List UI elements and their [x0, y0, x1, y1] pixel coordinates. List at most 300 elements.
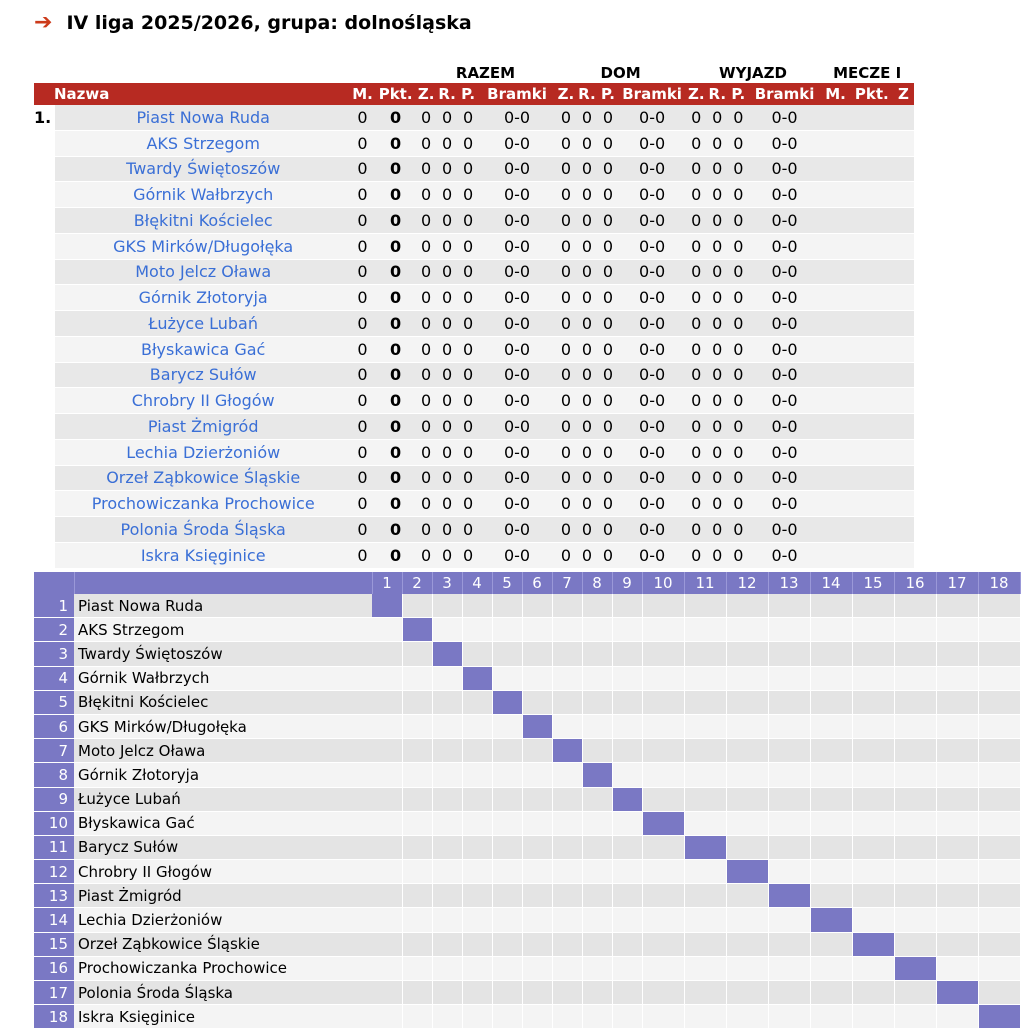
matrix-result-cell[interactable] [726, 787, 768, 811]
matrix-result-cell[interactable] [612, 811, 642, 835]
matrix-result-cell[interactable] [522, 860, 552, 884]
matrix-result-cell[interactable] [552, 618, 582, 642]
matrix-result-cell[interactable] [642, 835, 684, 859]
matrix-result-cell[interactable] [810, 642, 852, 666]
matrix-result-cell[interactable] [612, 739, 642, 763]
matrix-result-cell[interactable] [612, 618, 642, 642]
matrix-result-cell[interactable] [726, 642, 768, 666]
matrix-result-cell[interactable] [936, 618, 978, 642]
matrix-result-cell[interactable] [894, 618, 936, 642]
matrix-result-cell[interactable] [402, 956, 432, 980]
matrix-result-cell[interactable] [612, 763, 642, 787]
matrix-result-cell[interactable] [372, 908, 402, 932]
matrix-result-cell[interactable] [894, 860, 936, 884]
matrix-result-cell[interactable] [768, 981, 810, 1005]
matrix-result-cell[interactable] [612, 714, 642, 738]
matrix-result-cell[interactable] [552, 642, 582, 666]
matrix-result-cell[interactable] [462, 690, 492, 714]
matrix-result-cell[interactable] [432, 908, 462, 932]
matrix-result-cell[interactable] [936, 908, 978, 932]
matrix-result-cell[interactable] [522, 884, 552, 908]
matrix-result-cell[interactable] [726, 981, 768, 1005]
matrix-result-cell[interactable] [978, 642, 1020, 666]
column-header-dom-z[interactable]: Z. [555, 83, 576, 105]
matrix-result-cell[interactable] [432, 1005, 462, 1029]
matrix-result-cell[interactable] [936, 714, 978, 738]
matrix-result-cell[interactable] [810, 714, 852, 738]
matrix-result-cell[interactable] [612, 981, 642, 1005]
team-link[interactable]: Górnik Złotoryja [55, 285, 349, 311]
matrix-result-cell[interactable] [852, 956, 894, 980]
matrix-result-cell[interactable] [372, 642, 402, 666]
matrix-result-cell[interactable] [978, 932, 1020, 956]
matrix-result-cell[interactable] [582, 666, 612, 690]
matrix-result-cell[interactable] [936, 787, 978, 811]
matrix-result-cell[interactable] [768, 932, 810, 956]
matrix-result-cell[interactable] [582, 956, 612, 980]
matrix-result-cell[interactable] [810, 981, 852, 1005]
matrix-result-cell[interactable] [894, 1005, 936, 1029]
matrix-result-cell[interactable] [372, 763, 402, 787]
matrix-result-cell[interactable] [726, 666, 768, 690]
matrix-result-cell[interactable] [978, 714, 1020, 738]
matrix-result-cell[interactable] [684, 787, 726, 811]
matrix-result-cell[interactable] [768, 690, 810, 714]
matrix-result-cell[interactable] [684, 763, 726, 787]
matrix-result-cell[interactable] [768, 860, 810, 884]
matrix-result-cell[interactable] [402, 642, 432, 666]
matrix-result-cell[interactable] [894, 739, 936, 763]
matrix-result-cell[interactable] [684, 714, 726, 738]
matrix-result-cell[interactable] [642, 739, 684, 763]
matrix-result-cell[interactable] [552, 835, 582, 859]
matrix-result-cell[interactable] [642, 714, 684, 738]
matrix-result-cell[interactable] [492, 763, 522, 787]
matrix-result-cell[interactable] [768, 739, 810, 763]
matrix-result-cell[interactable] [432, 739, 462, 763]
matrix-result-cell[interactable] [522, 981, 552, 1005]
matrix-result-cell[interactable] [642, 594, 684, 618]
matrix-result-cell[interactable] [462, 763, 492, 787]
matrix-result-cell[interactable] [978, 739, 1020, 763]
matrix-result-cell[interactable] [726, 739, 768, 763]
matrix-result-cell[interactable] [612, 908, 642, 932]
matrix-result-cell[interactable] [492, 884, 522, 908]
matrix-result-cell[interactable] [936, 860, 978, 884]
matrix-result-cell[interactable] [372, 835, 402, 859]
matrix-result-cell[interactable] [462, 714, 492, 738]
matrix-result-cell[interactable] [402, 763, 432, 787]
matrix-result-cell[interactable] [522, 594, 552, 618]
matrix-result-cell[interactable] [852, 690, 894, 714]
matrix-result-cell[interactable] [642, 860, 684, 884]
matrix-result-cell[interactable] [432, 956, 462, 980]
matrix-result-cell[interactable] [492, 860, 522, 884]
matrix-result-cell[interactable] [372, 860, 402, 884]
matrix-result-cell[interactable] [462, 956, 492, 980]
matrix-result-cell[interactable] [552, 811, 582, 835]
matrix-result-cell[interactable] [810, 618, 852, 642]
matrix-result-cell[interactable] [684, 811, 726, 835]
matrix-result-cell[interactable] [936, 1005, 978, 1029]
matrix-result-cell[interactable] [402, 884, 432, 908]
matrix-result-cell[interactable] [642, 932, 684, 956]
matrix-result-cell[interactable] [492, 739, 522, 763]
matrix-result-cell[interactable] [582, 739, 612, 763]
matrix-result-cell[interactable] [726, 594, 768, 618]
matrix-result-cell[interactable] [372, 618, 402, 642]
matrix-result-cell[interactable] [552, 787, 582, 811]
column-header-mecze-pkt[interactable]: Pkt. [851, 83, 893, 105]
matrix-result-cell[interactable] [402, 739, 432, 763]
matrix-result-cell[interactable] [492, 835, 522, 859]
matrix-result-cell[interactable] [978, 666, 1020, 690]
team-link[interactable]: Twardy Świętoszów [55, 156, 349, 182]
matrix-result-cell[interactable] [612, 642, 642, 666]
matrix-result-cell[interactable] [492, 642, 522, 666]
matrix-result-cell[interactable] [852, 981, 894, 1005]
matrix-result-cell[interactable] [402, 690, 432, 714]
matrix-result-cell[interactable] [810, 690, 852, 714]
column-header-pkt[interactable]: Pkt. [376, 83, 416, 105]
matrix-result-cell[interactable] [726, 932, 768, 956]
matrix-result-cell[interactable] [768, 835, 810, 859]
matrix-result-cell[interactable] [810, 763, 852, 787]
matrix-result-cell[interactable] [402, 835, 432, 859]
matrix-result-cell[interactable] [372, 666, 402, 690]
matrix-result-cell[interactable] [726, 811, 768, 835]
matrix-result-cell[interactable] [936, 690, 978, 714]
column-header-r[interactable]: R. [438, 85, 456, 103]
matrix-result-cell[interactable] [402, 860, 432, 884]
matrix-result-cell[interactable] [552, 884, 582, 908]
team-link[interactable]: Piast Żmigród [55, 414, 349, 440]
matrix-result-cell[interactable] [642, 981, 684, 1005]
matrix-result-cell[interactable] [936, 666, 978, 690]
matrix-result-cell[interactable] [582, 835, 612, 859]
matrix-result-cell[interactable] [642, 1005, 684, 1029]
matrix-result-cell[interactable] [810, 956, 852, 980]
matrix-result-cell[interactable] [894, 690, 936, 714]
matrix-result-cell[interactable] [462, 981, 492, 1005]
matrix-result-cell[interactable] [810, 1005, 852, 1029]
column-header-wyjazd-p[interactable]: P. [728, 83, 749, 105]
matrix-result-cell[interactable] [402, 908, 432, 932]
matrix-result-cell[interactable] [612, 690, 642, 714]
matrix-result-cell[interactable] [582, 714, 612, 738]
matrix-result-cell[interactable] [552, 908, 582, 932]
matrix-result-cell[interactable] [432, 932, 462, 956]
matrix-result-cell[interactable] [768, 642, 810, 666]
matrix-result-cell[interactable] [432, 981, 462, 1005]
matrix-result-cell[interactable] [372, 787, 402, 811]
matrix-result-cell[interactable] [582, 932, 612, 956]
matrix-result-cell[interactable] [492, 1005, 522, 1029]
matrix-result-cell[interactable] [852, 714, 894, 738]
matrix-result-cell[interactable] [402, 1005, 432, 1029]
team-link[interactable]: Chrobry II Głogów [55, 388, 349, 414]
column-header-z[interactable]: Z. [416, 83, 437, 105]
matrix-result-cell[interactable] [642, 642, 684, 666]
matrix-result-cell[interactable] [372, 1005, 402, 1029]
matrix-result-cell[interactable] [402, 714, 432, 738]
matrix-result-cell[interactable] [402, 981, 432, 1005]
matrix-result-cell[interactable] [936, 594, 978, 618]
matrix-result-cell[interactable] [852, 835, 894, 859]
matrix-result-cell[interactable] [462, 908, 492, 932]
matrix-result-cell[interactable] [432, 690, 462, 714]
matrix-result-cell[interactable] [810, 884, 852, 908]
matrix-result-cell[interactable] [684, 956, 726, 980]
matrix-result-cell[interactable] [462, 594, 492, 618]
matrix-result-cell[interactable] [522, 908, 552, 932]
matrix-result-cell[interactable] [552, 714, 582, 738]
matrix-result-cell[interactable] [552, 763, 582, 787]
matrix-result-cell[interactable] [894, 642, 936, 666]
matrix-result-cell[interactable] [894, 714, 936, 738]
matrix-result-cell[interactable] [522, 690, 552, 714]
matrix-result-cell[interactable] [726, 908, 768, 932]
matrix-result-cell[interactable] [612, 835, 642, 859]
matrix-result-cell[interactable] [726, 714, 768, 738]
matrix-result-cell[interactable] [978, 835, 1020, 859]
matrix-result-cell[interactable] [642, 690, 684, 714]
matrix-result-cell[interactable] [684, 642, 726, 666]
matrix-result-cell[interactable] [552, 666, 582, 690]
matrix-result-cell[interactable] [684, 594, 726, 618]
matrix-result-cell[interactable] [936, 932, 978, 956]
matrix-result-cell[interactable] [552, 956, 582, 980]
matrix-result-cell[interactable] [810, 787, 852, 811]
matrix-result-cell[interactable] [552, 932, 582, 956]
matrix-result-cell[interactable] [768, 956, 810, 980]
matrix-result-cell[interactable] [726, 835, 768, 859]
team-link[interactable]: Górnik Wałbrzych [55, 182, 349, 208]
matrix-result-cell[interactable] [582, 908, 612, 932]
matrix-result-cell[interactable] [852, 884, 894, 908]
matrix-result-cell[interactable] [894, 835, 936, 859]
matrix-result-cell[interactable] [612, 932, 642, 956]
matrix-result-cell[interactable] [852, 787, 894, 811]
matrix-result-cell[interactable] [894, 908, 936, 932]
matrix-result-cell[interactable] [852, 666, 894, 690]
matrix-result-cell[interactable] [612, 956, 642, 980]
matrix-result-cell[interactable] [372, 714, 402, 738]
matrix-result-cell[interactable] [642, 956, 684, 980]
matrix-result-cell[interactable] [582, 981, 612, 1005]
matrix-result-cell[interactable] [642, 666, 684, 690]
matrix-result-cell[interactable] [552, 860, 582, 884]
matrix-result-cell[interactable] [612, 594, 642, 618]
matrix-result-cell[interactable] [462, 835, 492, 859]
matrix-result-cell[interactable] [810, 594, 852, 618]
matrix-result-cell[interactable] [978, 908, 1020, 932]
matrix-result-cell[interactable] [432, 763, 462, 787]
matrix-result-cell[interactable] [582, 1005, 612, 1029]
matrix-result-cell[interactable] [462, 811, 492, 835]
matrix-result-cell[interactable] [552, 1005, 582, 1029]
matrix-result-cell[interactable] [432, 618, 462, 642]
matrix-result-cell[interactable] [432, 811, 462, 835]
team-link[interactable]: Błękitni Kościelec [55, 208, 349, 234]
matrix-result-cell[interactable] [432, 884, 462, 908]
column-header-m[interactable]: M. [349, 83, 375, 105]
matrix-result-cell[interactable] [894, 884, 936, 908]
matrix-result-cell[interactable] [492, 594, 522, 618]
matrix-result-cell[interactable] [522, 811, 552, 835]
matrix-result-cell[interactable] [462, 860, 492, 884]
matrix-result-cell[interactable] [936, 956, 978, 980]
matrix-result-cell[interactable] [978, 981, 1020, 1005]
column-header-wyjazd-z[interactable]: Z. [686, 83, 707, 105]
matrix-result-cell[interactable] [936, 739, 978, 763]
column-header-p[interactable]: P. [458, 83, 479, 105]
matrix-result-cell[interactable] [978, 884, 1020, 908]
matrix-result-cell[interactable] [978, 860, 1020, 884]
matrix-result-cell[interactable] [852, 739, 894, 763]
matrix-result-cell[interactable] [852, 642, 894, 666]
matrix-result-cell[interactable] [522, 642, 552, 666]
matrix-result-cell[interactable] [684, 908, 726, 932]
column-header-mecze-m[interactable]: M. [820, 83, 850, 105]
matrix-result-cell[interactable] [768, 714, 810, 738]
matrix-result-cell[interactable] [726, 884, 768, 908]
matrix-result-cell[interactable] [894, 763, 936, 787]
matrix-result-cell[interactable] [552, 594, 582, 618]
matrix-result-cell[interactable] [684, 666, 726, 690]
matrix-result-cell[interactable] [852, 811, 894, 835]
matrix-result-cell[interactable] [810, 932, 852, 956]
matrix-result-cell[interactable] [684, 739, 726, 763]
matrix-result-cell[interactable] [522, 787, 552, 811]
matrix-result-cell[interactable] [936, 763, 978, 787]
matrix-result-cell[interactable] [978, 690, 1020, 714]
matrix-result-cell[interactable] [582, 860, 612, 884]
matrix-result-cell[interactable] [726, 618, 768, 642]
matrix-result-cell[interactable] [810, 739, 852, 763]
matrix-result-cell[interactable] [978, 763, 1020, 787]
team-link[interactable]: Iskra Księginice [55, 542, 349, 568]
matrix-result-cell[interactable] [432, 666, 462, 690]
team-link[interactable]: Moto Jelcz Oława [55, 259, 349, 285]
matrix-result-cell[interactable] [372, 981, 402, 1005]
matrix-result-cell[interactable] [936, 884, 978, 908]
matrix-result-cell[interactable] [936, 811, 978, 835]
matrix-result-cell[interactable] [894, 594, 936, 618]
column-header-wyjazd-bramki[interactable]: Bramki [749, 83, 820, 105]
matrix-result-cell[interactable] [522, 932, 552, 956]
matrix-result-cell[interactable] [726, 690, 768, 714]
matrix-result-cell[interactable] [852, 763, 894, 787]
matrix-result-cell[interactable] [978, 811, 1020, 835]
matrix-result-cell[interactable] [582, 618, 612, 642]
matrix-result-cell[interactable] [810, 835, 852, 859]
matrix-result-cell[interactable] [582, 690, 612, 714]
matrix-result-cell[interactable] [402, 932, 432, 956]
matrix-result-cell[interactable] [492, 932, 522, 956]
matrix-result-cell[interactable] [684, 932, 726, 956]
matrix-result-cell[interactable] [522, 666, 552, 690]
matrix-result-cell[interactable] [612, 884, 642, 908]
column-header-dom-r[interactable]: R. [578, 85, 596, 103]
matrix-result-cell[interactable] [402, 666, 432, 690]
column-header-nazwa[interactable]: Nazwa [34, 83, 349, 105]
matrix-result-cell[interactable] [372, 811, 402, 835]
team-link[interactable]: Piast Nowa Ruda [55, 105, 349, 130]
matrix-result-cell[interactable] [492, 908, 522, 932]
matrix-result-cell[interactable] [768, 763, 810, 787]
matrix-result-cell[interactable] [642, 884, 684, 908]
matrix-result-cell[interactable] [492, 666, 522, 690]
matrix-result-cell[interactable] [642, 787, 684, 811]
matrix-result-cell[interactable] [642, 908, 684, 932]
matrix-result-cell[interactable] [612, 860, 642, 884]
matrix-result-cell[interactable] [432, 714, 462, 738]
matrix-result-cell[interactable] [978, 787, 1020, 811]
team-link[interactable]: Łużyce Lubań [55, 311, 349, 337]
matrix-result-cell[interactable] [492, 787, 522, 811]
matrix-result-cell[interactable] [552, 981, 582, 1005]
matrix-result-cell[interactable] [372, 956, 402, 980]
matrix-result-cell[interactable] [768, 787, 810, 811]
matrix-result-cell[interactable] [684, 884, 726, 908]
matrix-result-cell[interactable] [978, 618, 1020, 642]
matrix-result-cell[interactable] [894, 787, 936, 811]
matrix-result-cell[interactable] [462, 1005, 492, 1029]
matrix-result-cell[interactable] [372, 690, 402, 714]
team-link[interactable]: Orzeł Ząbkowice Śląskie [55, 465, 349, 491]
matrix-result-cell[interactable] [462, 642, 492, 666]
matrix-result-cell[interactable] [852, 1005, 894, 1029]
matrix-result-cell[interactable] [852, 860, 894, 884]
matrix-result-cell[interactable] [684, 690, 726, 714]
matrix-result-cell[interactable] [402, 811, 432, 835]
team-link[interactable]: Błyskawica Gać [55, 336, 349, 362]
matrix-result-cell[interactable] [894, 811, 936, 835]
matrix-result-cell[interactable] [894, 981, 936, 1005]
matrix-result-cell[interactable] [768, 908, 810, 932]
matrix-result-cell[interactable] [492, 811, 522, 835]
matrix-result-cell[interactable] [612, 666, 642, 690]
matrix-result-cell[interactable] [522, 618, 552, 642]
matrix-result-cell[interactable] [372, 932, 402, 956]
matrix-result-cell[interactable] [810, 666, 852, 690]
column-header-wyjazd-r[interactable]: R. [708, 85, 727, 103]
matrix-result-cell[interactable] [492, 981, 522, 1005]
matrix-result-cell[interactable] [852, 908, 894, 932]
matrix-result-cell[interactable] [726, 763, 768, 787]
team-link[interactable]: AKS Strzegom [55, 130, 349, 156]
team-link[interactable]: GKS Mirków/Długołęka [55, 233, 349, 259]
matrix-result-cell[interactable] [582, 642, 612, 666]
matrix-result-cell[interactable] [642, 763, 684, 787]
matrix-result-cell[interactable] [768, 666, 810, 690]
column-header-mecze-z[interactable]: Z [893, 83, 914, 105]
matrix-result-cell[interactable] [462, 739, 492, 763]
matrix-result-cell[interactable] [642, 618, 684, 642]
matrix-result-cell[interactable] [402, 594, 432, 618]
matrix-result-cell[interactable] [522, 739, 552, 763]
matrix-result-cell[interactable] [462, 618, 492, 642]
matrix-result-cell[interactable] [852, 618, 894, 642]
matrix-result-cell[interactable] [582, 594, 612, 618]
matrix-result-cell[interactable] [432, 835, 462, 859]
matrix-result-cell[interactable] [684, 1005, 726, 1029]
matrix-result-cell[interactable] [684, 618, 726, 642]
column-header-dom-bramki[interactable]: Bramki [618, 83, 685, 105]
column-header-dom-p[interactable]: P. [597, 83, 618, 105]
matrix-result-cell[interactable] [768, 1005, 810, 1029]
